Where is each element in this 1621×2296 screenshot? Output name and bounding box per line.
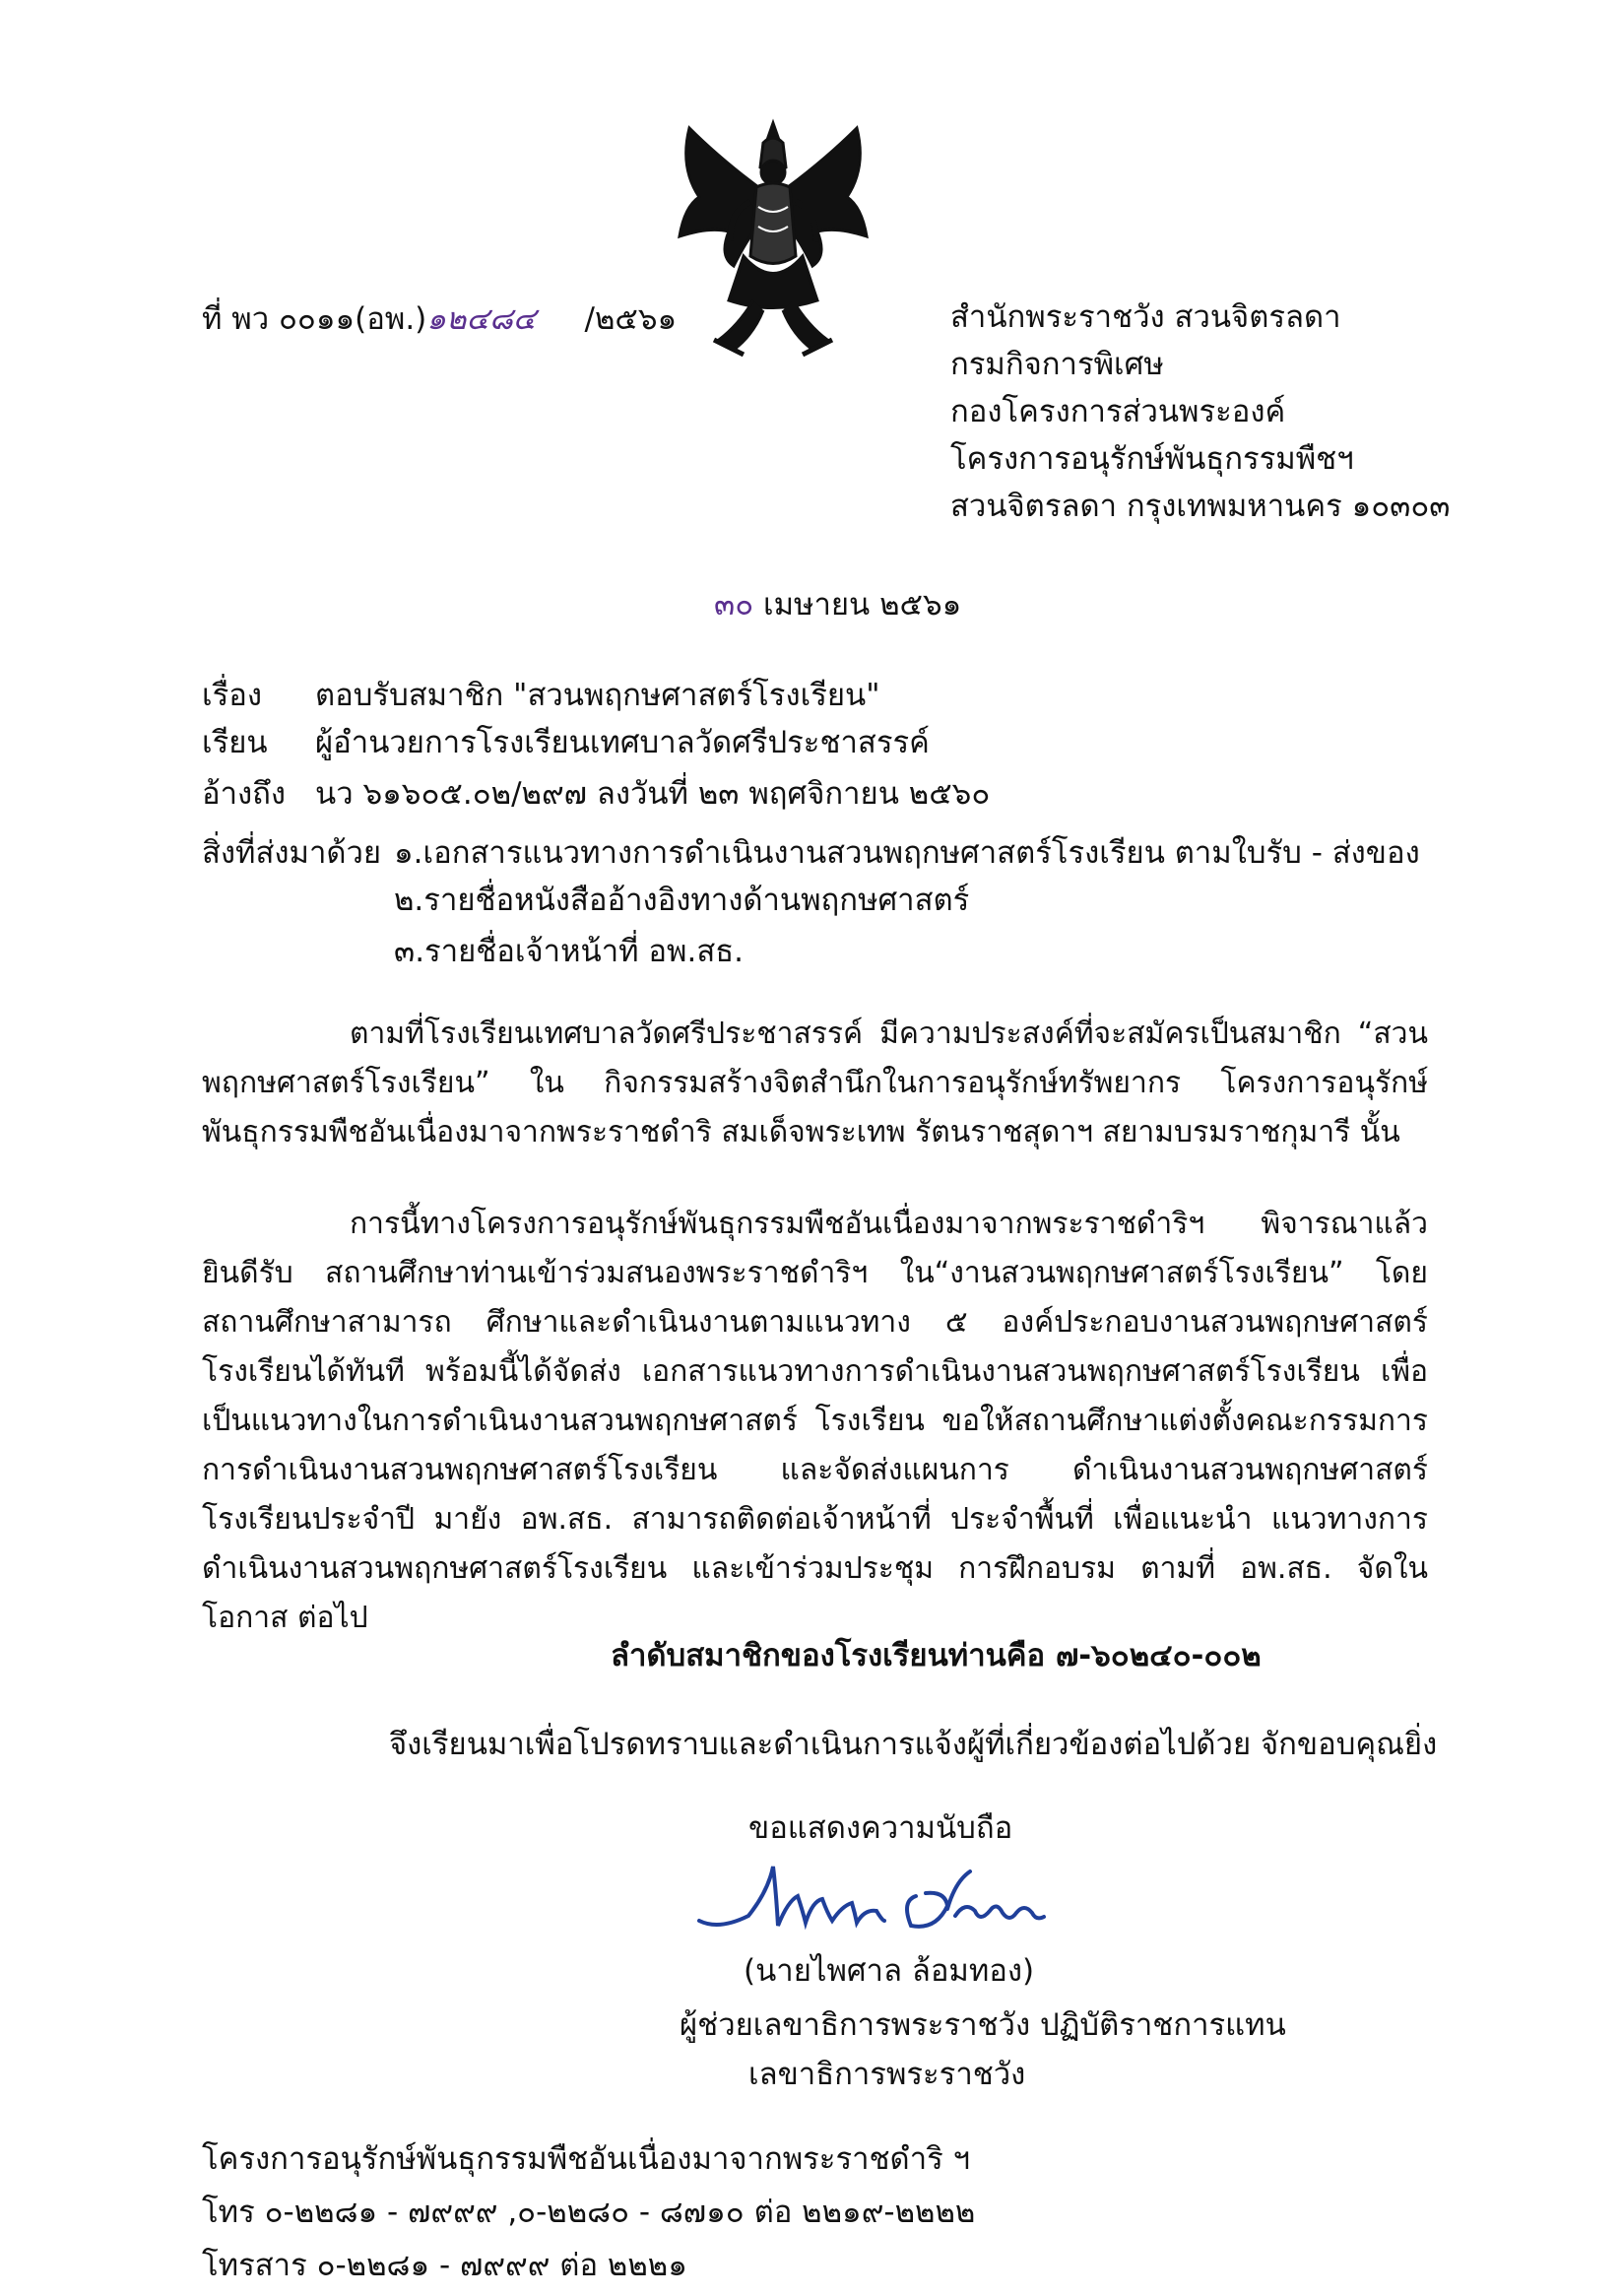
sender-line: กองโครงการส่วนพระองค์ <box>950 394 1286 429</box>
sender-line: สำนักพระราชวัง สวนจิตรลดา <box>950 299 1341 335</box>
paragraph-text: ตามที่โรงเรียนเทศบาลวัดศรีประชาสรรค์ มีความประสงค์ที่จะสมัครเป็นสมาชิก “สวนพฤกษศาสตร์โรงเรียน” ใน กิจกรรมสร้างจิตสำนึกในการอนุรักษ์ทรัพยากร โครงการอนุรักษ์พันธุกรรมพืชอันเนื่องมาจากพระราชดำริ สมเด็จพระเทพ รัตนราชสุดาฯ สยามบรมราชกุมารี นั้น <box>202 1017 1428 1149</box>
subject-label: เรื่อง <box>202 678 263 713</box>
signatory-name: (นายไพศาล ล้อมทอง) <box>744 1953 1035 1989</box>
handwritten-signature <box>689 1852 1083 1960</box>
signatory-organization: เลขาธิการพระราชวัง <box>748 2057 1026 2092</box>
sender-line: กรมกิจการพิเศษ <box>950 347 1164 382</box>
footer-project: โครงการอนุรักษ์พันธุกรรมพืชอันเนื่องมาจากพระราชดำริ ฯ <box>202 2141 971 2177</box>
enclosure-item: ๒.รายชื่อหนังสืออ้างอิงทางด้านพฤกษศาสตร์ <box>394 883 970 918</box>
reference-number-handwritten: ๑๒๔๘๔ <box>426 301 537 337</box>
reference-prefix: ที่ พว ๐๐๑๑(อพ.) <box>202 301 427 337</box>
reference-value: นว ๖๑๖๐๕.๐๒/๒๙๗ ลงวันที่ ๒๓ พฤศจิกายน ๒๕๖๐ <box>315 776 991 812</box>
sender-line: สวนจิตรลดา กรุงเทพมหานคร ๑๐๓๐๓ <box>950 489 1451 524</box>
enclosure-item: ๑.เอกสารแนวทางการดำเนินงานสวนพฤกษศาสตร์โรงเรียน ตามใบรับ - ส่งของ <box>394 835 1420 871</box>
enclosures-label: สิ่งที่ส่งมาด้วย <box>202 835 382 871</box>
closing-request: จึงเรียนมาเพื่อโปรดทราบและดำเนินการแจ้งผู้ที่เกี่ยวข้องต่อไปด้วย จักขอบคุณยิ่ง <box>389 1727 1438 1762</box>
recipient-label: เรียน <box>202 725 268 760</box>
contact-footer <box>202 2132 975 2292</box>
letter-date <box>714 579 961 628</box>
footer-phone: โทร ๐-๒๒๘๑ - ๗๙๙๙ ,๐-๒๒๘๐ - ๘๗๑๐ ต่อ ๒๒๑๙-๒๒๒๒ <box>202 2195 976 2230</box>
date-month-year: เมษายน ๒๕๖๑ <box>762 587 962 623</box>
regards: ขอแสดงความนับถือ <box>748 1810 1013 1846</box>
member-number: ลำดับสมาชิกของโรงเรียนท่านคือ ๗-๖๐๒๔๐-๐๐๒ <box>611 1638 1262 1673</box>
sender-address <box>950 294 1451 530</box>
date-day-handwritten: ๓๐ <box>714 587 754 623</box>
reference-label: อ้างถึง <box>202 776 287 812</box>
garuda-emblem-icon <box>660 118 886 360</box>
subject-value: ตอบรับสมาชิก "สวนพฤกษศาสตร์โรงเรียน" <box>315 678 880 713</box>
sender-line: โครงการอนุรักษ์พันธุกรรมพืชฯ <box>950 441 1354 477</box>
enclosure-item: ๓.รายชื่อเจ้าหน้าที่ อพ.สธ. <box>394 934 745 969</box>
recipient-value: ผู้อำนวยการโรงเรียนเทศบาลวัดศรีประชาสรรค์ <box>315 725 930 760</box>
signatory-position: ผู้ช่วยเลขาธิการพระราชวัง ปฏิบัติราชการแทน <box>680 2007 1286 2043</box>
body-paragraph-1 <box>202 1010 1428 1157</box>
reference-year: /๒๕๖๑ <box>584 301 678 337</box>
body-paragraph-2 <box>202 1200 1428 1643</box>
footer-fax: โทรสาร ๐-๒๒๘๑ - ๗๙๙๙ ต่อ ๒๒๒๑ <box>202 2248 687 2283</box>
document-reference <box>202 294 677 343</box>
paragraph-text: การนี้ทางโครงการอนุรักษ์พันธุกรรมพืชอันเนื่องมาจากพระราชดำริฯ พิจารณาแล้ว ยินดีรับ สถานศึกษาท่านเข้าร่วมสนองพระราชดำริฯ ใน“งานสวนพฤกษศาสตร์โรงเรียน” โดยสถานศึกษาสามารถ ศึกษาและดำเนินงานตามแนวทาง ๕ องค์ประกอบงานสวนพฤกษศาสตร์โรงเรียนได้ทันที พร้อมนี้ได้จัดส่ง เอกสารแนวทางการดำเนินงานสวนพฤกษศาสตร์โรงเรียน เพื่อเป็นแนวทางในการดำเนินงานสวนพฤกษศาสตร์ โรงเรียน ขอให้สถานศึกษาแต่งตั้งคณะกรรมการการดำเนินงานสวนพฤกษศาสตร์โรงเรียน และจัดส่งแผนการ ดำเนินงานสวนพฤกษศาสตร์โรงเรียนประจำปี มายัง อพ.สธ. สามารถติดต่อเจ้าหน้าที่ ประจำพื้นที่ เพื่อแนะนำ แนวทางการดำเนินงานสวนพฤกษศาสตร์โรงเรียน และเข้าร่วมประชุม การฝึกอบรม ตามที่ อพ.สธ. จัดในโอกาส ต่อไป <box>202 1207 1428 1635</box>
